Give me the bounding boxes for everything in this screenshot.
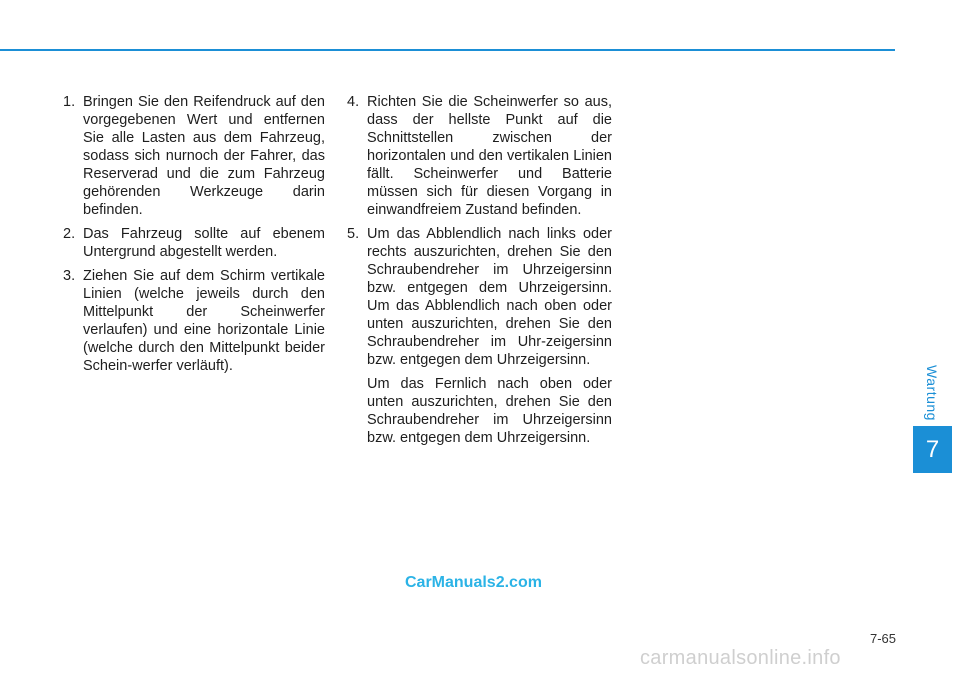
- section-label: [916, 362, 948, 424]
- item-number: 2.: [63, 226, 76, 242]
- item-text: Um das Abblendlich nach links oder rechts auszurichten, drehen Sie den Schraubendreher im Uhrzeigersinn bzw. entgegen dem Uhrzeigersinn. Um das Abblendlich nach oben oder unten auszurichten, drehen Sie den Schraubendreher im Uhr-zeigersinn bzw. entgegen dem Uhrzeigersinn.: [367, 226, 612, 368]
- chapter-tab: [913, 426, 952, 473]
- item-text: Bringen Sie den Reifendruck auf den vorgegebenen Wert und entfernen Sie alle Lasten aus dem Fahrzeug, sodass sich nurnoch der Fahrer, das Reserverad und die zum Fahrzeug gehörenden Werkzeuge darin befinden.: [83, 94, 325, 218]
- item-text: Das Fahrzeug sollte auf ebenem Untergrund abgestellt werden.: [83, 226, 325, 260]
- item-number: 3.: [63, 268, 76, 284]
- left-column: [63, 93, 325, 381]
- item-number: 4.: [347, 94, 360, 110]
- item-number: 1.: [63, 94, 76, 110]
- list-item: [347, 225, 612, 369]
- extra-paragraph: Um das Fernlich nach oben oder unten auszurichten, drehen Sie den Schraubendreher im Uhrzeigersinn bzw. entgegen dem Uhrzeigersinn.: [367, 376, 612, 446]
- list-item: [63, 225, 325, 261]
- header-rule: [0, 49, 895, 51]
- section-label-text: Wartung: [924, 365, 941, 421]
- right-column: [347, 93, 612, 447]
- site-watermark: carmanualsonline.info: [640, 647, 841, 669]
- item-text: Richten Sie die Scheinwerfer so aus, dass der hellste Punkt auf die Schnittstellen zwischen der horizontalen und den vertikalen Linien fällt. Scheinwerfer und Batterie müssen sich für diesen Vorgang in einwandfreiem Zustand befinden.: [367, 94, 612, 218]
- list-item: [63, 93, 325, 219]
- page-number: 7-65: [869, 631, 896, 646]
- list-item: [63, 267, 325, 375]
- watermark-link[interactable]: CarManuals2.com: [405, 574, 542, 591]
- item-text: Ziehen Sie auf dem Schirm vertikale Linien (welche jeweils durch den Mittelpunkt der Scheinwerfer verlaufen) und eine horizontale Linie (welche durch den Mittelpunkt beider Schein-werfer verläuft).: [83, 268, 325, 374]
- chapter-number: 7: [925, 435, 940, 463]
- item-number: 5.: [347, 226, 360, 242]
- list-item: [347, 93, 612, 219]
